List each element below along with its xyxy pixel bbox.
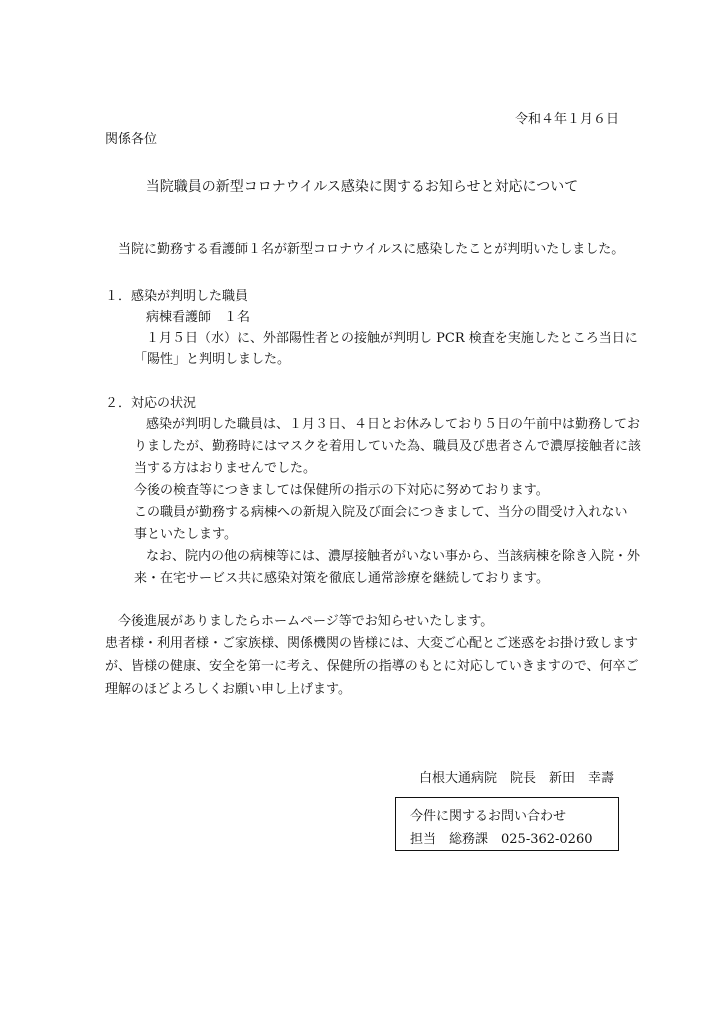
section2-line: なお、院内の他の病棟等には、濃厚接触者がいない事から、当該病棟を除き入院・外 [146, 549, 641, 564]
contact-line: 担当 総務課 025-362-0260 [410, 832, 593, 847]
document-title: 当院職員の新型コロナウイルス感染に関するお知らせと対応について [145, 179, 579, 195]
closing-line: が、皆様の健康、安全を第一に考え、保健所の指導のもとに対応していきますので、何卒ご [105, 659, 639, 674]
document-date: 令和４年１月６日 [514, 112, 619, 127]
section2-line: 来・在宅サービス共に感染対策を徹底し通常診療を継続しております。 [134, 571, 549, 586]
contact-box [395, 797, 619, 851]
section2-line: 今後の検査等につきましては保健所の指示の下対応に努めております。 [134, 483, 549, 498]
section2-line: この職員が勤務する病棟への新規入院及び面会につきまして、当分の間受け入れない [134, 505, 628, 520]
section1-body-line: 「陽性」と判明しました。 [134, 352, 291, 367]
section2-line: りましたが、勤務時にはマスクを着用していた為、職員及び患者さんで濃厚接触者に該 [134, 439, 642, 454]
closing-line: 理解のほどよろしくお願い申し上げます。 [105, 682, 351, 697]
section2-line: 事といたします。 [134, 527, 237, 542]
addressee: 関係各位 [105, 132, 158, 147]
section1-heading: １．感染が判明した職員 [105, 289, 249, 304]
signature: 白根大通病院 院長 新田 幸壽 [418, 771, 614, 786]
closing-line: 患者様・利用者様・ご家族様、関係機関の皆様には、大変ご心配とご迷惑をお掛け致します [105, 636, 639, 651]
section1-role: 病棟看護師 １名 [146, 310, 251, 325]
section2-line: 当する方はおりませんでした。 [134, 461, 317, 476]
section2-line: 感染が判明した職員は、１月３日、４日とお休みしており５日の午前中は勤務してお [146, 417, 641, 432]
section1-body-line: １月５日（水）に、外部陽性者との接触が判明し PCR 検査を実施したところ当日に [146, 331, 638, 346]
section2-heading: ２．対応の状況 [105, 396, 197, 411]
intro-paragraph: 当院に勤務する看護師１名が新型コロナウイルスに感染したことが判明いたしました。 [118, 242, 625, 257]
contact-title: 今件に関するお問い合わせ [410, 809, 567, 824]
closing-line: 今後進展がありましたらホームページ等でお知らせいたします。 [118, 614, 494, 629]
